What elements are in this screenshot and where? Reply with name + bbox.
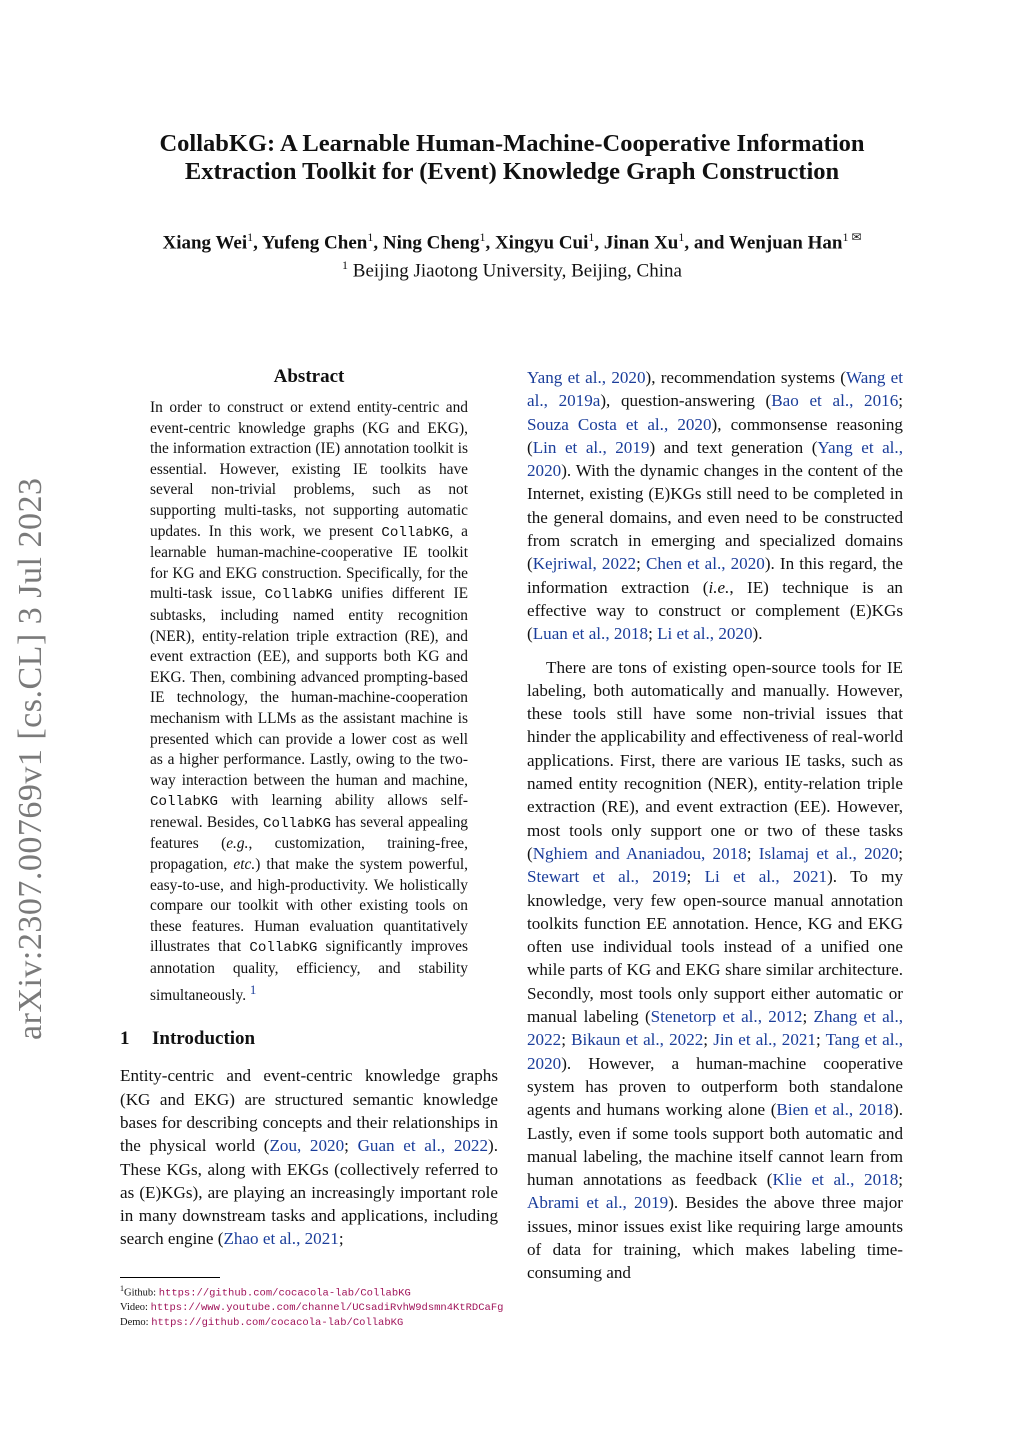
author-name: Xiang Wei (162, 232, 248, 254)
citation-link[interactable]: Souza Costa et al., 2020 (527, 414, 712, 434)
author-affiliation-mark: 1 (367, 230, 374, 244)
author-name: Xingyu Cui (494, 232, 589, 254)
citation-link[interactable]: Bikaun et al., 2022 (571, 1030, 704, 1050)
intro-paragraph-1: Entity-centric and event-centric knowledge graphs (KG and EKG) are structured semantic knowledge bases for describing concepts and their relationships in the physical world (Zou, 2020; Guan et al., 2022). These KGs, along with EKGs (collectively referred to as (E)KGs), are playing an increasingly important role in many downstream tasks and applications, including search engine (Zhao et al., 2021; (120, 1066, 498, 1249)
footnotes (120, 1277, 520, 1330)
section-number: 1 (120, 1028, 130, 1050)
citation-link[interactable]: Stewart et al., 2019 (527, 867, 687, 887)
citation-link[interactable]: Lin et al., 2019 (532, 437, 650, 457)
toolkit-name: CollabKG (150, 794, 218, 811)
citation-link[interactable]: Luan et al., 2018 (532, 624, 649, 644)
toolkit-name: CollabKG (381, 524, 450, 541)
author-affiliation-mark: 1 (588, 230, 595, 244)
toolkit-name: CollabKG (263, 815, 331, 832)
footnote-rule (120, 1277, 220, 1278)
left-column (120, 366, 498, 1251)
section-title: Introduction (152, 1028, 256, 1050)
title-line-1: CollabKG: A Learnable Human-Machine-Cooperative Information (159, 130, 865, 157)
footnote-reference[interactable]: 1 (249, 982, 257, 997)
arxiv-identifier-stamp: arXiv:2307.00769v1 [cs.CL] 3 Jul 2023 (12, 477, 49, 1040)
toolkit-name: CollabKG (264, 587, 333, 604)
citation-link[interactable]: Jin et al., 2021 (713, 1030, 816, 1050)
footnote-video: Video: https://www.youtube.com/channel/UCsadiRvhW9dsmn4KtRDCaFg (120, 1302, 504, 1314)
author-name: Jinan Xu (603, 232, 679, 254)
citation-link[interactable]: Abrami et al., 2019 (527, 1193, 669, 1213)
citation-link[interactable]: Guan et al., 2022 (357, 1136, 489, 1156)
citation-link[interactable]: Stenetorp et al., 2012 (650, 1007, 803, 1027)
author-affiliation-mark: 1 (479, 230, 486, 244)
citation-link[interactable]: Wang et al., 2019a (527, 368, 904, 411)
author-name: Wenjuan Han (728, 232, 843, 254)
citation-link[interactable]: Islamaj et al., 2020 (758, 843, 899, 863)
github-link[interactable]: https://github.com/cocacola-lab/CollabKG (158, 1287, 411, 1300)
citation-link[interactable]: Zhao et al., 2021 (223, 1229, 339, 1249)
citation-link[interactable]: Bien et al., 2018 (776, 1100, 894, 1120)
citation-link[interactable]: Nghiem and Ananiadou, 2018 (532, 843, 747, 863)
citation-link[interactable]: Yang et al., 2020 (527, 368, 646, 387)
affiliation-mark: 1 (342, 258, 349, 273)
corresponding-author-mark: 1 ✉ (842, 230, 862, 244)
citation-link[interactable]: Tang et al., 2020 (527, 1030, 903, 1073)
abstract-heading: Abstract (273, 366, 345, 387)
demo-link[interactable]: https://github.com/cocacola-lab/CollabKG (151, 1316, 404, 1329)
toolkit-name: CollabKG (249, 940, 318, 957)
author-affiliation-mark: 1 (678, 230, 685, 244)
citation-link[interactable]: Yang et al., 2020 (527, 437, 903, 481)
affiliation (0, 258, 1024, 282)
title-block (0, 130, 1024, 283)
citation-link[interactable]: Chen et al., 2020 (645, 554, 765, 574)
title-line-2: Extraction Toolkit for (Event) Knowledge Graph Construction (184, 158, 840, 185)
author-name: Ning Cheng (382, 232, 480, 254)
video-link[interactable]: https://www.youtube.com/channel/UCsadiRvhW9dsmn4KtRDCaFg (150, 1302, 504, 1314)
footnote-demo: Demo: https://github.com/cocacola-lab/CollabKG (120, 1316, 404, 1329)
citation-link[interactable]: Kejriwal, 2022 (532, 554, 637, 574)
abstract-text: In order to construct or extend entity-centric and event-centric knowledge graphs (KG and EKG), the information extraction (IE) annotation toolkit is essential. However, existing IE toolkits have several non-trivial problems, such as not supporting multi-tasks, not supporting automatic updates. In this work, we present CollabKG, a learnable human-machine-cooperative IE toolkit for KG and EKG construction. Specifically, for the multi-task issue, CollabKG unifies different IE subtasks, including named entity recognition (NER), entity-relation triple extraction (RE), and event extraction (EE), and supports both KG and EKG. Then, combining advanced prompting-based IE technology, the human-machine-cooperation mechanism with LLMs as the assistant machine is presented which can provide a lower cost as well as a higher performance. Lastly, owing to the two-way interaction between the human and machine, CollabKG with learning ability allows self-renewal. Besides, CollabKG has several appealing features (e.g., customization, training-free, propagation, etc.) that make the system powerful, easy-to-use, and high-productivity. We holistically compare our toolkit with other existing tools on these features. Human evaluation quantitatively illustrates that CollabKG significantly improves annotation quality, efficiency, and stability simultaneously. $^1$ (150, 399, 468, 1004)
section-heading-introduction (120, 1028, 498, 1050)
citation-link[interactable]: Li et al., 2020 (657, 624, 753, 644)
citation-link[interactable]: Bao et al., 2016 (771, 391, 899, 411)
footnote-github: $^1$Github: https://github.com/cocacola-lab/CollabKG (120, 1284, 411, 1300)
affiliation-text: Beijing Jiaotong University, Beijing, China (352, 260, 682, 282)
citation-link[interactable]: Li et al., 2021 (704, 867, 828, 887)
paper-title (0, 130, 1024, 186)
citation-link[interactable]: Zhang et al., 2022 (527, 1007, 903, 1050)
right-column (527, 366, 903, 1285)
intro-paragraph-2: There are tons of existing open-source tools for IE labeling, both automatically and manually. However, these tools still have some non-trivial issues that hinder the applicability and effectiveness of real-world applications. First, there are various IE tasks, such as named entity recognition (NER), entity-relation triple extraction (RE), and event extraction (EE). However, most tools only support one or two of these tasks (Nghiem and Ananiadou, 2018; Islamaj et al., 2020; Stewart et al., 2019; Li et al., 2021). To my knowledge, very few open-source manual annotation toolkits function EE annotation. Hence, KG and EKG often use individual tools instead of a unified one while parts of KG and EKG share similar architecture. Secondly, most tools only support either automatic or manual labeling (Stenetorp et al., 2012; Zhang et al., 2022; Bikaun et al., 2022; Jin et al., 2021; Tang et al., 2020). However, a human-machine cooperative system has proven to outperform both standalone agents and humans working alone (Bien et al., 2018). Lastly, even if some tools support both automatic and manual labeling, the machine itself cannot learn from human annotations as feedback (Klie et al., 2018; Abrami et al., 2019). Besides the above three major issues, minor issues exist like requiring large amounts of data for training, which makes labeling time-consuming and (527, 657, 904, 1283)
author-affiliation-mark: 1 (247, 230, 254, 244)
intro-paragraph-1-continued: Yang et al., 2020), recommendation systems (Wang et al., 2019a), question-answering (Bao et al., 2016; Souza Costa et al., 2020), commonsense reasoning (Lin et al., 2019) and text generation (Yang et al., 2020). With the dynamic changes in the content of the Internet, existing (E)KGs still need to be completed in the general domains, and even need to be constructed from scratch in emerging and specialized domains (Kejriwal, 2022; Chen et al., 2020). In this regard, the information extraction (i.e., IE) technique is an effective way to construct or complement (E)KGs (Luan et al., 2018; Li et al., 2020). (527, 368, 904, 644)
citation-link[interactable]: Klie et al., 2018 (772, 1170, 899, 1190)
author-list: Xiang Wei$^1$, Yufeng Chen$^1$, Ning Cheng$^1$, Xingyu Cui$^1$, Jinan Xu$^1$, and Wenjuan Han$^{1 ✉}$ (162, 230, 862, 254)
author-name: Yufeng Chen (261, 232, 368, 254)
citation-link[interactable]: Zou, 2020 (269, 1136, 345, 1156)
author-and: and (693, 232, 725, 254)
